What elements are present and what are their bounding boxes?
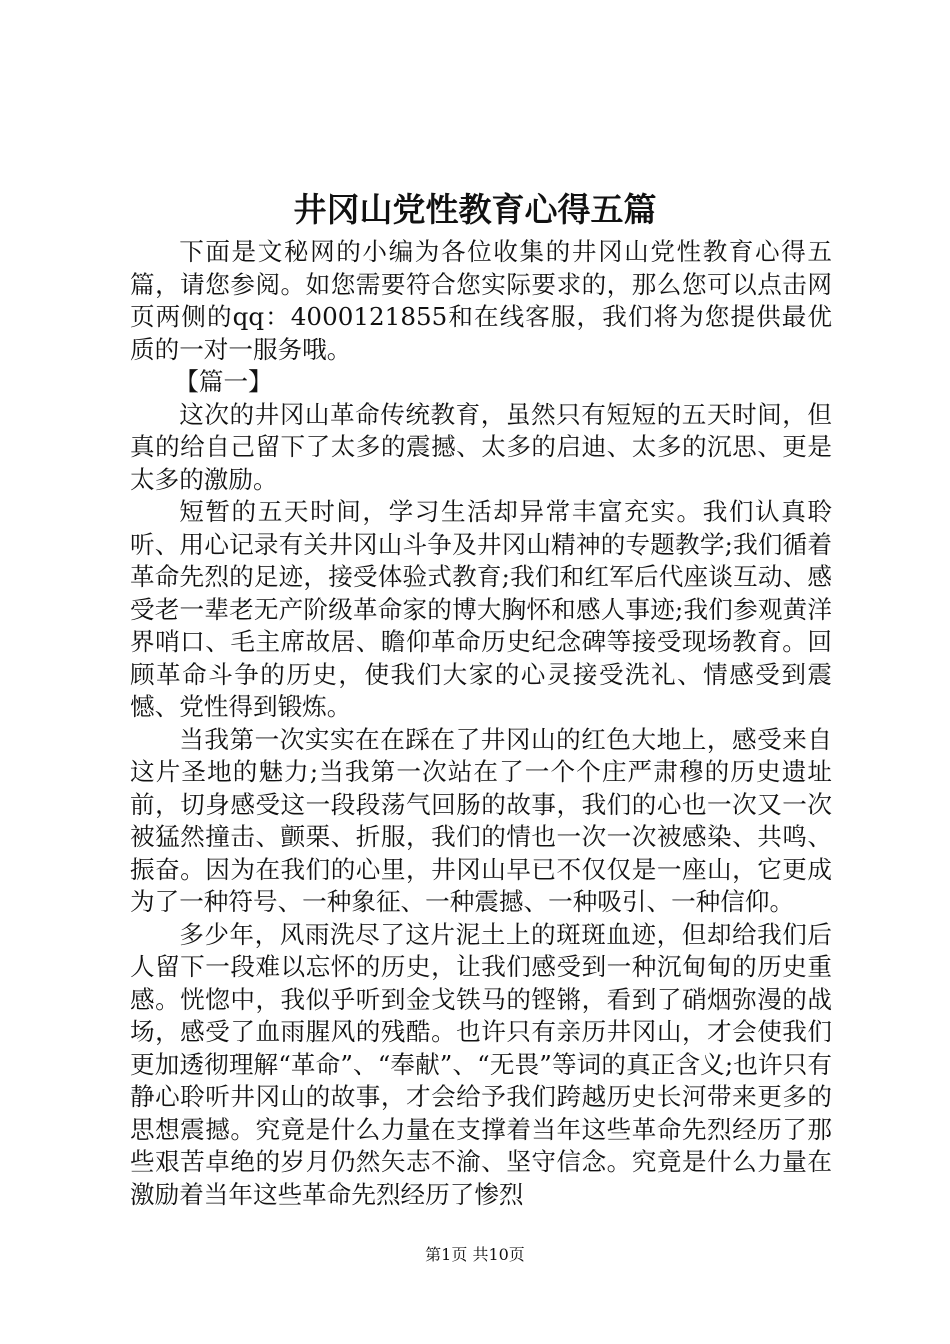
body-paragraph: 短暂的五天时间，学习生活却异常丰富充实。我们认真聆听、用心记录有关井冈山斗争及井冈山精神的专题教学;我们循着革命先烈的足迹，接受体验式教育;我们和红军后代座谈互动、感受老一辈老无产阶级革命家的博大胸怀和感人事迹;我们参观黄洋界哨口、毛主席故居、瞻仰革命历史纪念碑等接受现场教育。回顾革命斗争的历史，使我们大家的心灵接受洗礼、情感受到震憾、党性得到锻炼。: [130, 497, 832, 721]
body-paragraph: 这次的井冈山革命传统教育，虽然只有短短的五天时间，但真的给自己留下了太多的震撼、太多的启迪、太多的沉思、更是太多的激励。: [130, 399, 832, 494]
section-heading: 【篇一】: [174, 367, 273, 396]
page-number-footer: 第1页 共10页: [425, 1245, 525, 1264]
body-paragraph: 当我第一次实实在在踩在了井冈山的红色大地上，感受来自这片圣地的魅力;当我第一次站在了一个个庄严肃穆的历史遗址前，切身感受这一段段荡气回肠的故事，我们的心也一次又一次被猛然撞击、颤栗、折服，我们的情也一次一次被感染、共鸣、振奋。因为在我们的心里，井冈山早已不仅仅是一座山，它更成为了一种符号、一种象征、一种震撼、一种吸引、一种信仰。: [130, 724, 832, 916]
document-body: [130, 236, 832, 1211]
document-title: 井冈山党性教育心得五篇: [293, 190, 657, 229]
body-paragraph: 多少年，风雨洗尽了这片泥土上的斑斑血迹，但却给我们后人留下一段难以忘怀的历史，让我们感受到一种沉甸甸的历史重感。恍惚中，我似乎听到金戈铁马的铿锵，看到了硝烟弥漫的战场，感受了血雨腥风的残酷。也许只有亲历井冈山，才会使我们更加透彻理解“革命”、“奉献”、“无畏”等词的真正含义;也许只有静心聆听井冈山的故事，才会给予我们跨越历史长河带来更多的思想震撼。究竟是什么力量在支撑着当年这些革命先烈经历了那些艰苦卓绝的岁月仍然矢志不渝、坚守信念。究竟是什么力量在激励着当年这些革命先烈经历了惨烈: [130, 919, 832, 1209]
intro-paragraph: 下面是文秘网的小编为各位收集的井冈山党性教育心得五篇，请您参阅。如您需要符合您实际要求的，那么您可以点击网页两侧的qq：4000121855和在线客服，我们将为您提供最优质的一对一服务哦。: [130, 237, 832, 364]
